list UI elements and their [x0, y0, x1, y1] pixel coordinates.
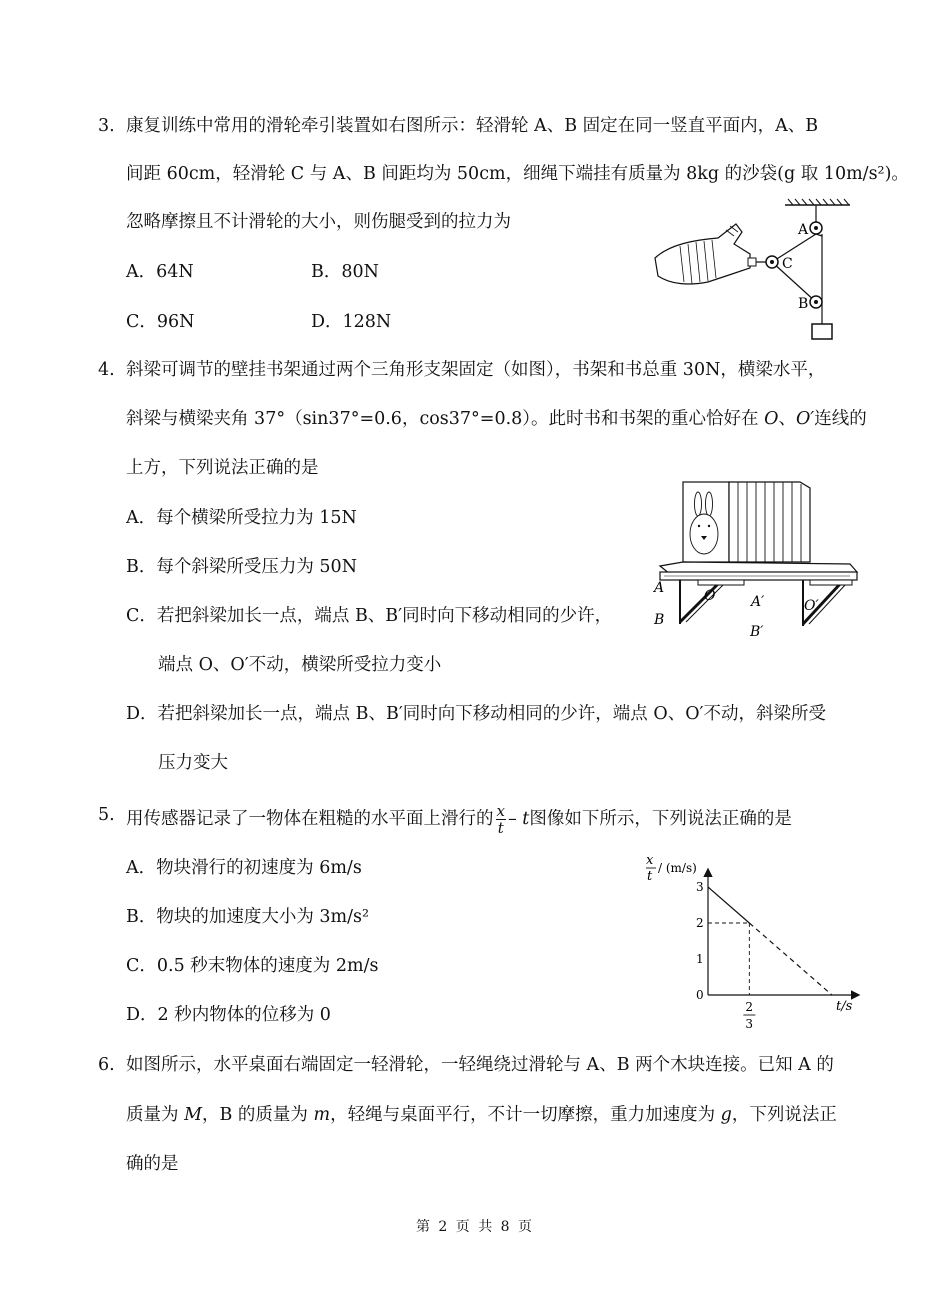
- q4-number: 4.: [98, 360, 115, 380]
- q6-stem-line3: 确的是: [126, 1154, 179, 1174]
- label-b-prime: B′: [750, 624, 764, 640]
- q4-stem-line3: 上方，下列说法正确的是: [126, 458, 319, 478]
- q3-number: 3.: [98, 116, 115, 136]
- q4-stem-line1: 斜梁可调节的壁挂书架通过两个三角形支架固定（如图），书架和书总重 30N，横梁水平，: [126, 360, 826, 380]
- q3-stem-line3: 忽略摩擦且不计滑轮的大小，则伤腿受到的拉力为: [126, 212, 511, 232]
- label-o-prime: O′: [804, 598, 819, 614]
- q6-stem-line1: 如图所示，水平桌面右端固定一轻滑轮，一轻绳绕过滑轮与 A、B 两个木块连接。已知 A 的: [126, 1055, 834, 1075]
- q6-number: 6.: [98, 1055, 115, 1075]
- q3-option-c[interactable]: C．96N: [126, 312, 195, 332]
- q4-option-d[interactable]: D．若把斜梁加长一点，端点 B、B′同时向下移动相同的少许，端点 O、O′不动，斜梁所受: [126, 704, 827, 724]
- label-o: O: [704, 588, 716, 604]
- series-line-solid: [708, 887, 749, 923]
- q5-number: 5.: [98, 805, 115, 825]
- q3-option-b[interactable]: B．80N: [311, 262, 379, 282]
- q3-stem-line2: 间距 60cm，轻滑轮 C 与 A、B 间距均为 50cm，细绳下端挂有质量为 8kg 的沙袋(g 取 10m/s²)。: [126, 164, 909, 184]
- q6-stem-line2: 质量为 M，B 的质量为 m，轻绳与桌面平行，不计一切摩擦，重力加速度为 g，下列说法正: [126, 1105, 837, 1125]
- page-footer: 第 2 页 共 8 页: [415, 1219, 535, 1235]
- q3-option-a[interactable]: A．64N: [126, 262, 194, 282]
- label-a: A: [654, 580, 665, 596]
- x-label: t/s: [836, 999, 853, 1014]
- q4-stem-line2: 斜梁与横梁夹角 37°（sin37°=0.6，cos37°=0.8）。此时书和书架的重心恰好在 O、O′连线的: [126, 409, 867, 429]
- q5-option-b[interactable]: B．物块的加速度大小为 3m/s²: [126, 907, 370, 927]
- pulley-a: [810, 222, 822, 234]
- label-c: C: [782, 256, 793, 272]
- pulley-b: [810, 296, 822, 308]
- label-a-prime: A′: [751, 594, 765, 610]
- q4-option-c-cont: 端点 O、O′不动，横梁所受拉力变小: [158, 655, 442, 675]
- q4-bookshelf-figure: [650, 476, 865, 641]
- y-tick-label: 2: [696, 916, 704, 930]
- injured-leg: [655, 224, 750, 284]
- q5-option-a[interactable]: A．物块滑行的初速度为 6m/s: [126, 858, 362, 878]
- q5-xt-chart: [640, 850, 865, 1035]
- q4-option-c[interactable]: C．若把斜梁加长一点，端点 B、B′同时向下移动相同的少许，: [126, 606, 613, 626]
- label-b: B: [798, 296, 809, 312]
- q3-pulley-figure: [650, 196, 860, 346]
- q4-option-a[interactable]: A．每个横梁所受拉力为 15N: [126, 508, 357, 528]
- pulley-c: [766, 256, 778, 268]
- q5-option-c[interactable]: C．0.5 秒末物体的速度为 2m/s: [126, 956, 379, 976]
- y-label-den: t: [647, 869, 653, 884]
- q4-option-d-cont: 压力变大: [158, 753, 228, 773]
- y-tick-label: 3: [696, 880, 704, 894]
- y-tick-label: 1: [696, 952, 704, 966]
- y-label-unit: / (m/s): [658, 861, 697, 875]
- q3-stem-line1: 康复训练中常用的滑轮牵引装置如右图所示：轻滑轮 A、B 固定在同一竖直平面内，A、B: [126, 116, 819, 136]
- q5-fraction: $\frac{x}{t}$: [496, 802, 505, 837]
- q5-stem-line1: 用传感器记录了一物体在粗糙的水平面上滑行的 $\frac{x}{t}$ – t图像如下所示，下列说法正确的是: [126, 802, 792, 837]
- sandbag: [812, 324, 832, 339]
- x-tick-denominator: 3: [745, 1017, 753, 1031]
- q3-option-d[interactable]: D．128N: [311, 312, 392, 332]
- y-tick-label: 0: [696, 988, 704, 1002]
- label-b: B: [654, 612, 665, 628]
- series-line-dashed: [749, 923, 832, 995]
- q4-option-b[interactable]: B．每个斜梁所受压力为 50N: [126, 557, 358, 577]
- label-a: A: [798, 222, 809, 238]
- q5-option-d[interactable]: D．2 秒内物体的位移为 0: [126, 1005, 331, 1025]
- y-label-num: x: [646, 853, 654, 868]
- x-tick-numerator: 2: [745, 1000, 753, 1014]
